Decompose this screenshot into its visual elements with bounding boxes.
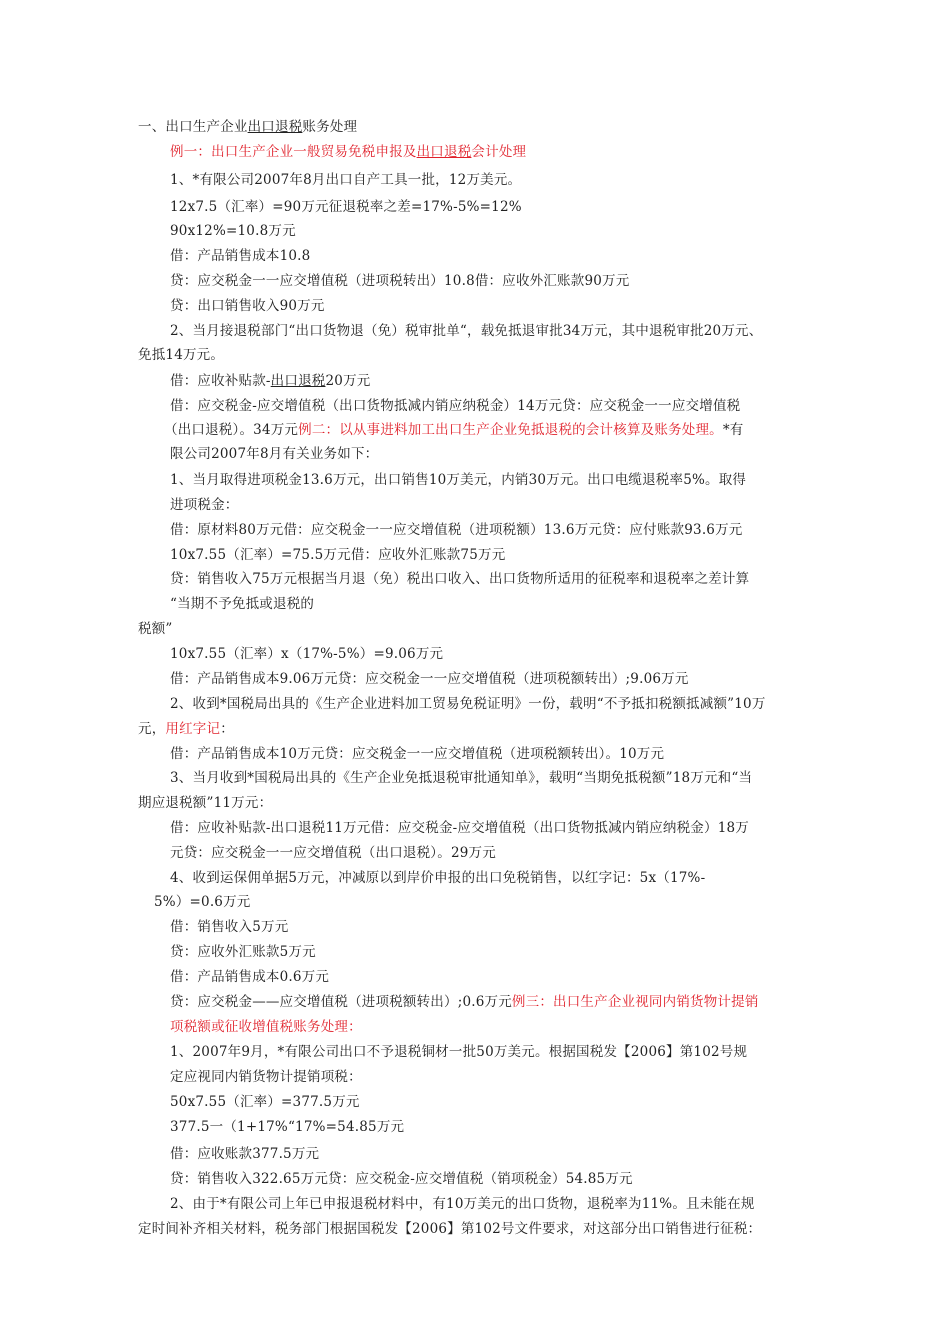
heading-prefix: 一、出口生产企业 — [138, 119, 248, 135]
example-1-prefix: 例一：出口生产企业一般贸易免税申报及 — [170, 144, 417, 160]
paragraph-line: “当期不予免抵或退税的 — [170, 596, 315, 612]
paragraph-line: 定应视同内销货物计提销项税： — [170, 1069, 362, 1085]
paragraph-line: 借：产品销售成本0.6万元 — [170, 969, 330, 985]
paragraph-line: 限公司2007年8月有关业务如下： — [170, 446, 379, 462]
paragraph-line: 2、由于*有限公司上年已申报退税材料中，有10万美元的出口货物，退税率为11%。且未能在规 — [170, 1196, 755, 1212]
paragraph-line: 贷：销售收入322.65万元贷：应交税金-应交增值税（销项税金）54.85万元 — [170, 1171, 633, 1187]
paragraph-line: 借：产品销售成本10.8 — [170, 248, 311, 264]
paragraph-line: 借：原材料80万元借：应交税金一一应交增值税（进项税额）13.6万元贷：应付账款93.6万元 — [170, 522, 743, 538]
paragraph-line: 借：应收补贴款-出口退税11万元借：应交税金-应交增值税（出口货物抵减内销应纳税金）18万 — [170, 820, 749, 836]
line-prefix: 借：应收补贴款- — [170, 373, 271, 389]
paragraph-line: 1、*有限公司2007年8月出口自产工具一批，12万美元。 — [170, 172, 522, 188]
paragraph-line: 90x12%=10.8万元 — [170, 223, 296, 239]
line-text: 元， — [138, 721, 166, 737]
paragraph-line: 贷：应交税金一一应交增值税（进项税转出）10.8借：应收外汇账款90万元 — [170, 273, 630, 289]
paragraph-line: 贷：销售收入75万元根据当月退（免）税出口收入、出口货物所适用的征税率和退税率之差计算 — [170, 571, 750, 587]
paragraph-line: 2、当月接退税部门“出口货物退（免）税审批单“，载免抵退审批34万元，其中退税审批20万元、 — [170, 323, 763, 339]
example-2-title: 例二：以从事进料加工出口生产企业免抵退税的会计核算及账务处理。 — [298, 422, 723, 438]
line-text: ： — [220, 721, 234, 737]
export-refund-link[interactable]: 出口退税 — [270, 373, 326, 389]
paragraph-line: 10x7.55（汇率）x（17%-5%）=9.06万元 — [170, 646, 444, 662]
paragraph-line: 税额” — [138, 621, 173, 637]
paragraph-line — [170, 372, 370, 390]
paragraph-line — [164, 421, 744, 439]
paragraph-line: 5%）=0.6万元 — [154, 894, 251, 910]
paragraph-line: 4、收到运保佣单据5万元，冲减原以到岸价申报的出口免税销售，以红字记：5x（17%- — [170, 870, 706, 886]
paragraph-line: 期应退税额”11万元： — [138, 795, 273, 811]
paragraph-line: 借：销售收入5万元 — [170, 919, 289, 935]
line-text: （出口退税）。34万元 — [164, 422, 299, 438]
section-heading — [138, 118, 357, 136]
paragraph-line: 定时间补齐相关材料，税务部门根据国税发【2006】第102号文件要求，对这部分出口销售进行征税： — [138, 1221, 762, 1237]
line-text: 贷：应交税金——应交增值税（进项税额转出）;0.6万元 — [170, 994, 512, 1010]
example-1-link[interactable]: 出口退税 — [416, 144, 472, 160]
paragraph-line: 借：应交税金-应交增值税（出口货物抵减内销应纳税金）14万元贷：应交税金一一应交增值税 — [170, 398, 741, 414]
paragraph-line: 1、当月取得进项税金13.6万元，出口销售10万美元，内销30万元。出口电缆退税率5%。取得 — [170, 472, 747, 488]
paragraph-line: 进项税金： — [170, 497, 239, 513]
paragraph-line: 10x7.55（汇率）=75.5万元借：应收外汇账款75万元 — [170, 547, 506, 563]
example-1-title — [170, 143, 526, 161]
line-text: *有 — [722, 422, 744, 438]
paragraph-line: 借：产品销售成本9.06万元贷：应交税金一一应交增值税（进项税额转出）;9.06万元 — [170, 671, 689, 687]
line-suffix: 20万元 — [325, 373, 371, 389]
paragraph-line: 贷：应收外汇账款5万元 — [170, 944, 316, 960]
paragraph-line — [170, 993, 759, 1011]
red-note: 用红字记 — [165, 721, 221, 737]
paragraph-line: 借：应收账款377.5万元 — [170, 1146, 320, 1162]
paragraph-line: 免抵14万元。 — [138, 347, 225, 363]
paragraph-line: 50x7.55（汇率）=377.5万元 — [170, 1094, 360, 1110]
paragraph-line: 2、收到*国税局出具的《生产企业进料加工贸易免税证明》一份，载明“不予抵扣税额抵减额”10万 — [170, 696, 766, 712]
paragraph-line: 1、2007年9月，*有限公司出口不予退税铜材一批50万美元。根据国税发【2006】第102号规 — [170, 1044, 748, 1060]
example-3-title: 例三：出口生产企业视同内销货物计提销 — [511, 994, 759, 1010]
paragraph-line: 借：产品销售成本10万元贷：应交税金一一应交增值税（进项税额转出）。10万元 — [170, 746, 665, 762]
example-3-title-cont: 项税额或征收增值税账务处理： — [170, 1019, 362, 1035]
heading-link[interactable]: 出口退税 — [247, 119, 303, 135]
paragraph-line: 3、当月收到*国税局出具的《生产企业免抵退税审批通知单》，载明“当期免抵税额”18万元和“当 — [170, 770, 753, 786]
paragraph-line — [138, 720, 234, 738]
example-1-suffix: 会计处理 — [471, 144, 527, 160]
paragraph-line: 元贷：应交税金一一应交增值税（出口退税）。29万元 — [170, 845, 496, 861]
paragraph-line: 12x7.5（汇率）=90万元征退税率之差=17%-5%=12% — [170, 199, 522, 215]
heading-suffix: 账务处理 — [302, 119, 358, 135]
paragraph-line: 贷：出口销售收入90万元 — [170, 298, 325, 314]
paragraph-line: 377.5一（1+17%“17%=54.85万元 — [170, 1119, 405, 1135]
